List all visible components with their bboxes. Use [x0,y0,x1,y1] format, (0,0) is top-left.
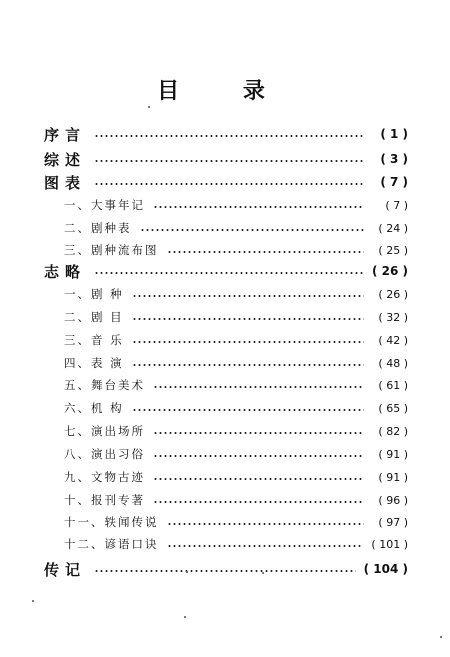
dot-leader [94,183,364,185]
toc-subentry [64,444,408,464]
toc-entry-label: 三、音 乐 [64,333,124,347]
toc-entry-page: ( 3 ) [380,152,408,166]
dot-leader [167,545,364,547]
toc-subentry [64,195,408,215]
toc-entry-page: ( 42 ) [378,333,408,347]
dot-leader [140,229,365,231]
toc-entry-page: ( 7 ) [385,198,408,212]
toc-subentry [64,307,408,327]
toc-entry-page: ( 61 ) [378,378,408,392]
toc-entry-label: 志略 [44,262,87,281]
toc-subentry [64,398,408,418]
toc-subentry [64,467,408,487]
toc-subentry [64,512,408,532]
toc-subentry [64,534,408,554]
toc-entry-page: ( 91 ) [378,447,408,461]
toc-entry-label: 十、报刊专著 [64,493,145,507]
toc-entry-biographies [44,559,408,579]
toc-entry-label: 序言 [44,125,87,144]
toc-entry-label: 五、舞台美术 [64,378,145,392]
toc-entry-label: 二、剧 目 [64,310,124,324]
toc-entry-page: ( 26 ) [378,287,408,301]
toc-entry-records [44,261,408,281]
toc-subentry [64,240,408,260]
toc-entry-label: 十一、轶闻传说 [64,515,159,529]
dot-leader [153,386,364,388]
toc-entry-page: ( 82 ) [378,424,408,438]
toc-entry-label: 一、剧 种 [64,287,124,301]
toc-entry-label: 八、演出习俗 [64,447,145,461]
dot-leader [94,160,364,162]
toc-entry-label: 九、文物古迹 [64,470,145,484]
toc-entry-label: 四、表 演 [64,356,124,370]
toc-entry-preface [44,124,408,144]
dot-leader [153,478,364,480]
dot-leader [153,432,364,434]
toc-entry-page: ( 48 ) [378,356,408,370]
toc-entry-label: 六、机 构 [64,401,124,415]
dot-leader [167,251,365,253]
toc-subentry [64,284,408,304]
scan-speck [440,636,442,638]
toc-entry-label: 二、剧种表 [64,221,132,235]
dot-leader [132,409,364,411]
toc-entry-label: 传记 [44,560,87,579]
dot-leader [132,364,364,366]
toc-entry-label: 图表 [44,173,87,192]
dot-leader [132,318,364,320]
toc-entry-page: ( 65 ) [378,401,408,415]
toc-subentry [64,353,408,373]
page-title: 目 录 [157,79,293,104]
dot-leader [153,455,364,457]
toc-entry-page: ( 7 ) [380,175,408,189]
toc-entry-label: 七、演出场所 [64,424,145,438]
toc-entry-page: ( 24 ) [378,221,408,235]
toc-entry-label: 三、剧种流布图 [64,243,159,257]
toc-subentry [64,375,408,395]
toc-subentry [64,490,408,510]
dot-leader [94,135,364,137]
toc-entry-page: ( 91 ) [378,470,408,484]
toc-entry-page: ( 1 ) [380,127,408,141]
scan-speck [262,572,264,574]
toc-entry-page: ( 26 ) [371,264,408,278]
toc-subentry [64,218,408,238]
toc-subentry [64,421,408,441]
toc-entry-label: 十二、谚语口诀 [64,537,159,551]
toc-subentry [64,330,408,350]
toc-entry-label: 一、大事年记 [64,198,145,212]
toc-entry-page: ( 25 ) [378,243,408,257]
dot-leader [153,206,364,208]
dot-leader [132,295,364,297]
scan-speck [186,571,188,573]
toc-entry-page: ( 97 ) [378,515,408,529]
scan-speck [148,106,150,108]
dot-leader [167,523,365,525]
toc-entry-page: ( 101 ) [371,537,408,551]
toc-entry-page: ( 104 ) [363,562,408,576]
scan-speck [32,600,34,602]
dot-leader [132,341,364,343]
toc-entry-overview [44,149,408,169]
toc-entry-page: ( 96 ) [378,493,408,507]
toc-entry-page: ( 32 ) [378,310,408,324]
scan-speck [184,616,186,618]
dot-leader [94,570,356,572]
dot-leader [153,501,364,503]
toc-entry-charts [44,172,408,192]
dot-leader [94,272,364,274]
toc-entry-label: 综述 [44,150,87,169]
